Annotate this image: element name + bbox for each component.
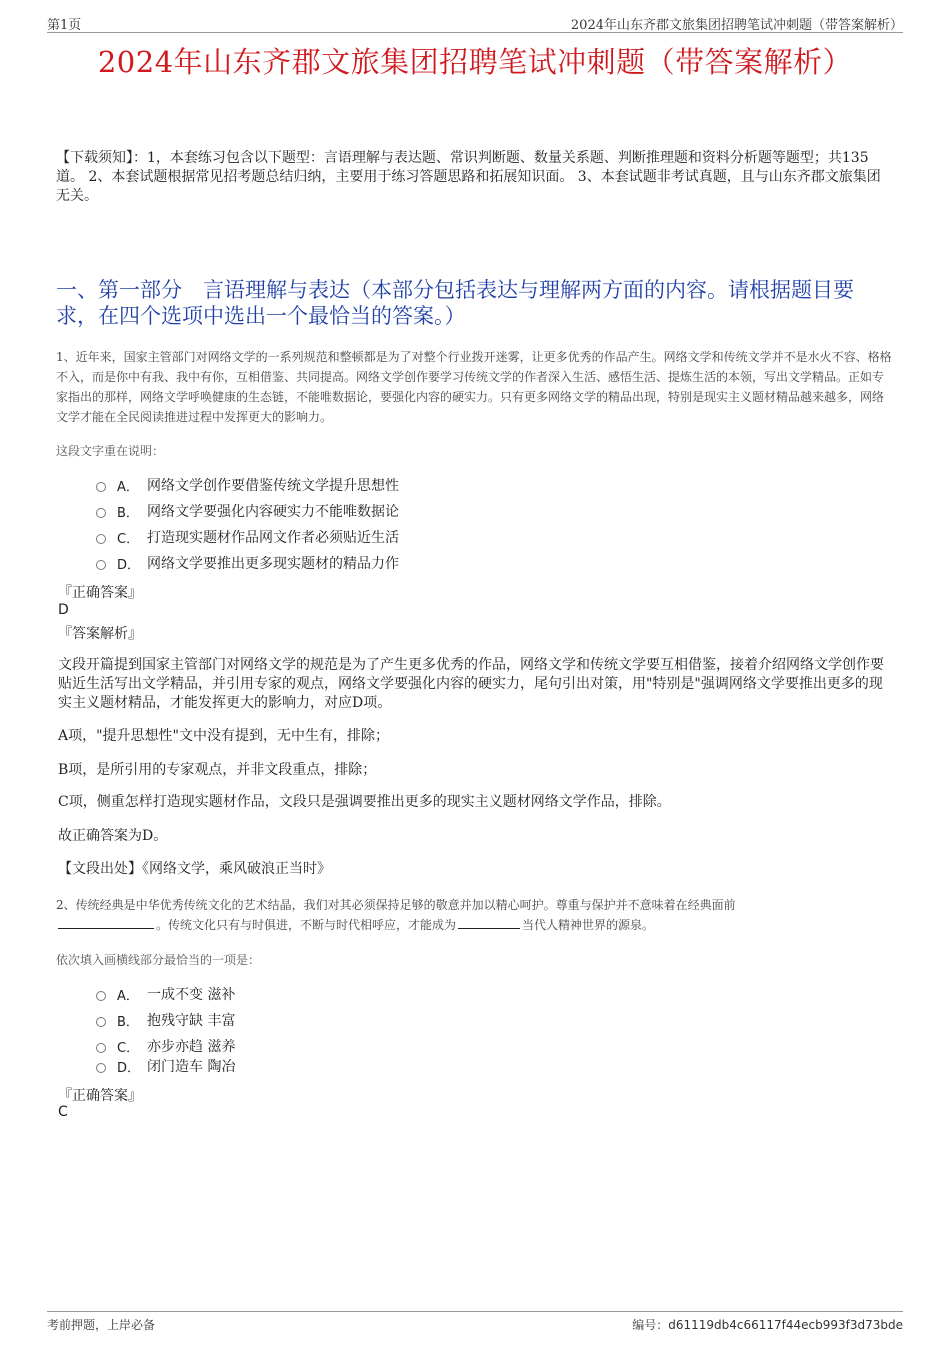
section-heading: 一、第一部分 言语理解与表达（本部分包括表达与理解两方面的内容。请根据题目要求，在四个选项中选出一个最恰当的答案。） xyxy=(56,278,854,328)
answer-label: 『正确答案』 xyxy=(58,1088,142,1104)
option-text: 抱残守缺 丰富 xyxy=(147,1013,236,1029)
option-text: 网络文学要强化内容硬实力不能唯数据论 xyxy=(147,504,399,520)
option-text: 网络文学要推出更多现实题材的精品力作 xyxy=(147,556,399,572)
question-2-option-c[interactable] xyxy=(96,1035,235,1057)
option-text: 网络文学创作要借鉴传统文学提升思想性 xyxy=(147,478,399,494)
option-letter: C． xyxy=(117,1040,140,1056)
answer-label: 『正确答案』 xyxy=(58,585,142,601)
radio-icon[interactable] xyxy=(96,560,106,570)
question-1-prompt: 这段文字重在说明： xyxy=(56,444,165,458)
option-letter: D． xyxy=(117,557,141,573)
option-letter: B． xyxy=(117,505,139,521)
analysis-paragraph: 文段开篇提到国家主管部门对网络文学的规范是为了产生更多优秀的作品，网络文学和传统文学要互相借鉴，接着介绍网络文学创作要贴近生活写出文学精品，并引用专家的观点，网络文学要强化内容的硬实力，尾句引出对策，用"特别是"强调网络文学要推出更多的现实主义题材精品，才能发挥更大的影响力，对应D项。 xyxy=(58,657,884,711)
option-text: 一成不变 滋补 xyxy=(147,987,236,1003)
source-citation: 【文段出处】《网络文学，乘风破浪正当时》 xyxy=(58,861,331,877)
option-letter: D． xyxy=(117,1060,141,1076)
document-id xyxy=(632,1316,903,1333)
radio-icon[interactable] xyxy=(96,1017,106,1027)
analysis-paragraph: C项，侧重怎样打造现实题材作品，文段只是强调要推出更多的现实主义题材网络文学作品，排除。 xyxy=(58,794,671,810)
radio-icon[interactable] xyxy=(96,482,106,492)
question-2-prompt: 依次填入画横线部分最恰当的一项是： xyxy=(56,953,261,967)
analysis-label: 『答案解析』 xyxy=(58,626,142,642)
question-2-text xyxy=(56,895,894,935)
document-id-code: d61119db4c66117f44ecb993f3d73bde xyxy=(668,1318,903,1332)
question-2-option-d[interactable] xyxy=(96,1055,235,1077)
analysis-paragraph: A项，"提升思想性"文中没有提到，无中生有，排除； xyxy=(58,728,389,744)
header-divider xyxy=(47,32,903,33)
question-1-option-d[interactable] xyxy=(96,552,399,574)
header-doc-title: 2024年山东齐郡文旅集团招聘笔试冲刺题（带答案解析） xyxy=(570,18,903,33)
document-id-label: 编号： xyxy=(632,1318,669,1332)
option-letter: C． xyxy=(117,531,140,547)
question-2-text-part: 。传统文化只有与时俱进，不断与时代相呼应，才能成为 xyxy=(156,918,457,932)
question-1-option-c[interactable] xyxy=(96,526,399,548)
answer-value: D xyxy=(58,602,69,618)
question-2-text-part: 当代人精神世界的源泉。 xyxy=(522,918,655,932)
page-title: 2024年山东齐郡文旅集团招聘笔试冲刺题（带答案解析） xyxy=(97,45,853,79)
radio-icon[interactable] xyxy=(96,508,106,518)
fill-blank xyxy=(58,916,154,929)
option-letter: B． xyxy=(117,1014,139,1030)
download-notice: 【下载须知】：1，本套练习包含以下题型：言语理解与表达题、常识判断题、数量关系题、判断推理题和资料分析题等题型；共135道。 2、本套试题根据常见招考题总结归纳，主要用于练习答题思路和拓展知识面。 3、本套试题非考试真题，且与山东齐郡文旅集团无关。 xyxy=(56,150,881,204)
question-2-text-part: 2、传统经典是中华优秀传统文化的艺术结晶，我们对其必须保持足够的敬意并加以精心呵护。尊重与保护并不意味着在经典面前 xyxy=(56,898,736,912)
question-2-option-b[interactable] xyxy=(96,1009,235,1031)
footer-divider xyxy=(47,1311,903,1312)
option-text: 打造现实题材作品网文作者必须贴近生活 xyxy=(147,530,399,546)
page-number: 第1页 xyxy=(47,18,82,33)
radio-icon[interactable] xyxy=(96,1063,106,1073)
option-text: 闭门造车 陶冶 xyxy=(147,1059,236,1075)
analysis-paragraph: B项，是所引用的专家观点，并非文段重点，排除； xyxy=(58,762,377,778)
option-letter: A． xyxy=(117,988,139,1004)
question-1-option-b[interactable] xyxy=(96,500,399,522)
fill-blank xyxy=(458,916,520,929)
option-letter: A． xyxy=(117,479,139,495)
answer-value: C xyxy=(58,1104,68,1120)
option-text: 亦步亦趋 滋养 xyxy=(147,1039,236,1055)
question-1-text: 1、近年来，国家主管部门对网络文学的一系列规范和整顿都是为了对整个行业拨开迷雾，让更多优秀的作品产生。网络文学和传统文学并不是水火不容、格格不入，而是你中有我、我中有你，互相借鉴、共同提高。网络文学创作要学习传统文学的作者深入生活、感悟生活、提炼生活的本领，写出文学精品。正如专家指出的那样，网络文学呼唤健康的生态链，不能唯数据论，要强化内容的硬实力。只有更多网络文学的精品出现，特别是现实主义题材精品越来越多，网络文学才能在全民阅读推进过程中发挥更大的影响力。 xyxy=(56,350,892,424)
question-2-option-a[interactable] xyxy=(96,983,235,1005)
analysis-paragraph: 故正确答案为D。 xyxy=(58,828,168,844)
radio-icon[interactable] xyxy=(96,534,106,544)
radio-icon[interactable] xyxy=(96,991,106,1001)
radio-icon[interactable] xyxy=(96,1043,106,1053)
question-1-option-a[interactable] xyxy=(96,474,399,496)
footer-slogan: 考前押题，上岸必备 xyxy=(47,1318,156,1332)
